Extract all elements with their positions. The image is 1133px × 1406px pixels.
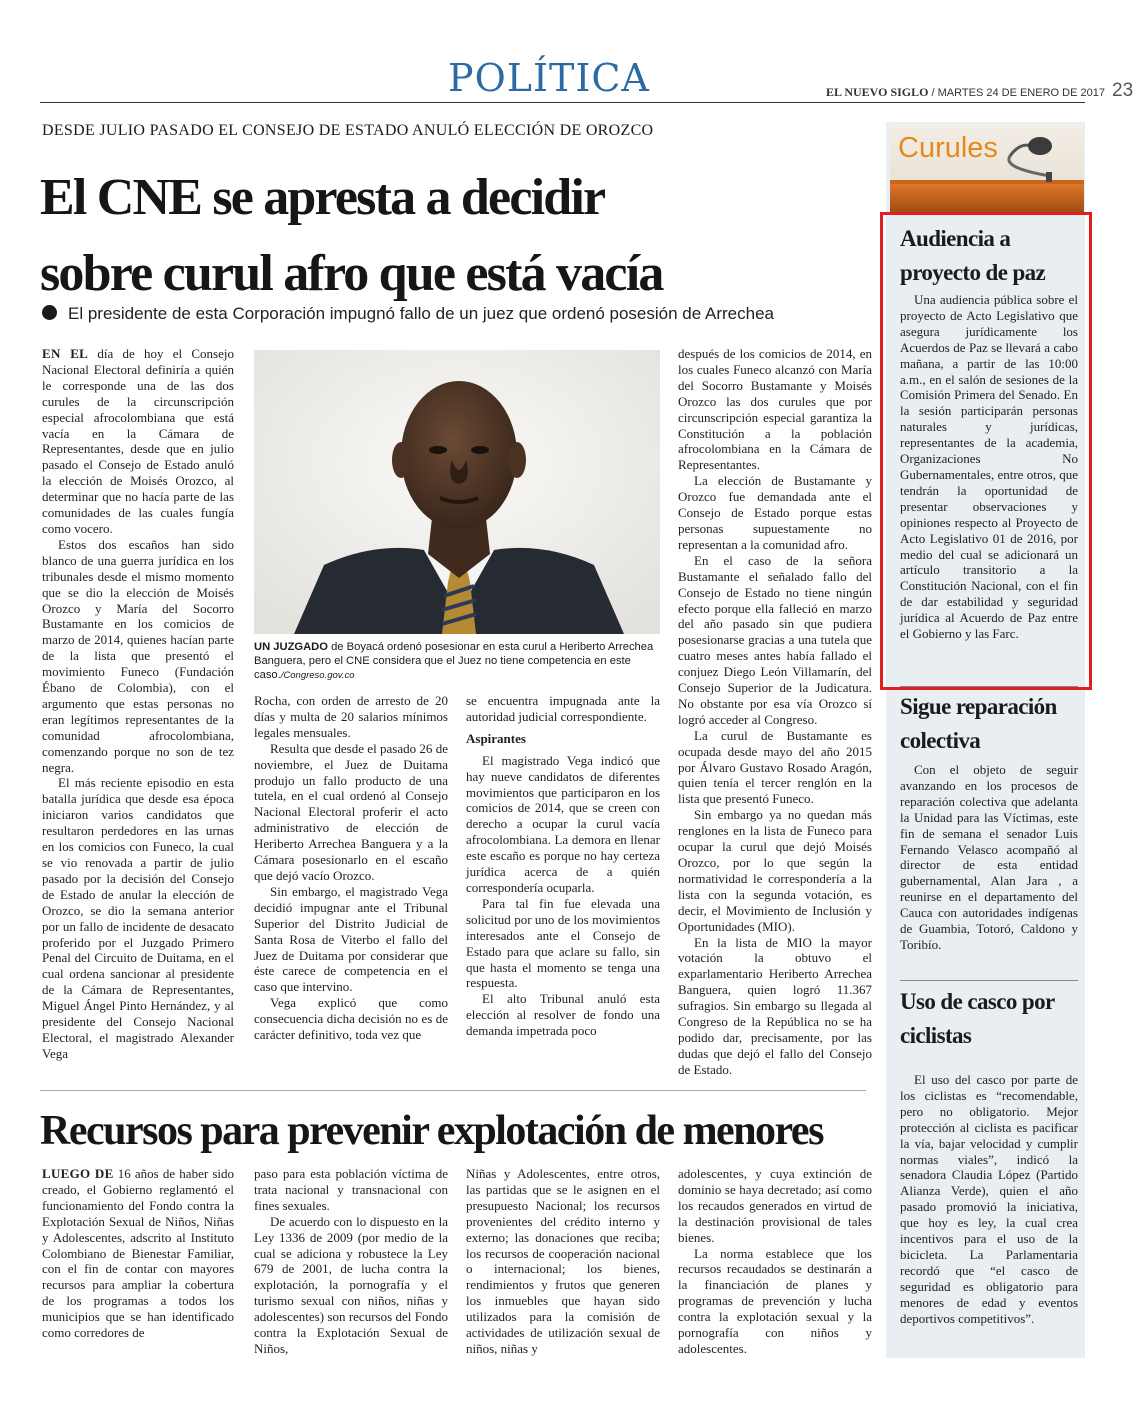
paragraph: La curul de Bustamante es ocupada desde mayo del año 2015 por Álvaro Gustavo Rosado Aragón, quien tenía el tercer renglón en la lista que presentó Funeco. <box>678 727 872 807</box>
article2-headline: Recursos para prevenir explotación de menores <box>40 1108 823 1154</box>
paragraph: se encuentra impugnada ante la autoridad judicial correspondiente. <box>466 693 660 724</box>
article-deck <box>42 304 872 324</box>
sidebar-label: Curules <box>898 132 998 164</box>
paragraph: Para tal fin fue elevada una solicitud por uno de los movimientos interesados ante el Consejo de Estado para que aclare su fallo, sin que hasta el momento se tenga una respuesta. <box>466 895 660 991</box>
paragraph: De acuerdo con lo dispuesto en la Ley 1336 de 2009 (por medio de la cual se adiciona y robustece la Ley 679 de 2001, de lucha contra la explotación, la pornografía y el turismo sexual con niños, niñas y adolescentes) son recursos del Fondo contra la Explotación Sexual de Niños, <box>254 1213 448 1356</box>
lead-in: EN EL <box>42 346 89 361</box>
paragraph: En el caso de la señora Bustamante el señalado fallo del Consejo de Estado no tiene ningún efecto porque ella falleció en marzo del año pasado sin que pudiera posesionarse gracias a una tutela que cuatro meses antes había fallado el conjuez Diego León Villamarín, del Consejo Superior de la Judicatura. No obstante por esa vía Orozco sí logró acceder al Congreso. <box>678 552 872 727</box>
paragraph: adolescentes, y cuya extinción de dominio se haya decretado; así como los recaudos generados en virtud de la destinación provisional de tales bienes. <box>678 1166 872 1245</box>
article-column-1 <box>42 346 234 1081</box>
article-kicker: DESDE JULIO PASADO EL CONSEJO DE ESTADO ANULÓ ELECCIÓN DE OROZCO <box>42 122 654 139</box>
sidebar-divider <box>900 980 1078 981</box>
article2-column-4 <box>678 1166 872 1358</box>
curules-banner <box>890 124 1084 212</box>
article-divider <box>40 1090 866 1091</box>
sidebar-item-3-body: El uso del casco por parte de los ciclistas es “recomendable, pero no obligatorio. Mejor protección al ciclista es pacificar la vía, bajar velocidad y cumplir normas viales”, indicó la senadora Claudia López (Partido Alianza Verde), quien el año pasado promovió la iniciativa, que hoy es ley, la cual crea incentivos para el uso de la bicicleta. La Parlamentaria recordó que “el casco de seguridad es obligatorio para menores de edad y eventos deportivos competitivos”. <box>900 1072 1078 1326</box>
sidebar-item-1-title: Audiencia a proyecto de paz <box>900 226 1046 285</box>
subhead: Aspirantes <box>466 730 526 746</box>
paragraph: El magistrado Vega indicó que hay nueve candidatos de diferentes movimientos que participaron en los comicios de 2014, que se creen con derecho a ocupar la curul vacía afrocolombiana. La demora en llenar este escaño es porque no hay certeza jurídica acerca de a quién correspondería ocuparla. <box>466 752 660 895</box>
paragraph: Sin embargo, el magistrado Vega decidió impugnar ante el Tribunal Superior del Distrito Judicial de Santa Rosa de Viterbo el fallo del Juez de Duitama por considerar que éste carece de competencia en el caso que intervino. <box>254 883 448 995</box>
paragraph: Estos dos escaños han sido blanco de una guerra jurídica en los tribunales desde el mismo momento que se dio la elección de Moisés Orozco y María del Socorro Bustamante en los comicios de marzo de 2014, quienes hacían parte de la lista que presentó el movimiento Funeco (Fundación Ébano de Colombia), con el argumento que estas personas no eran legítimos representantes de la comunidad afrocolombiana, comenzando porque no son de tez negra. <box>42 536 234 775</box>
article-column-4 <box>678 346 872 1081</box>
paragraph-text: 16 años de haber sido creado, el Gobierno reglamentó el funcionamiento del Fondo contra la Explotación Sexual de Niños, Niñas y Adolescentes, adscrito al Instituto Colombiano de Bienestar Familiar, con el fin de contar con mayores recursos para ampliar la cobertura de los programas a todos los municipios que se han identificado como corredores de <box>42 1166 234 1341</box>
photo-credit: /Congreso.gov.co <box>280 670 355 681</box>
article-headline <box>40 160 870 312</box>
paragraph: después de los comicios de 2014, en los cuales Funeco alcanzó con María del Socorro Bustamante y Moisés Orozco las dos curules que por circunscripción especial garantiza la Constitución a la población afrocolombiana en la Cámara de Representantes. <box>678 346 872 473</box>
deck-text: El presidente de esta Corporación impugnó fallo de un juez que ordenó posesión de Arrechea <box>68 304 774 323</box>
header-rule <box>40 102 1085 103</box>
lead-in: LUEGO DE <box>42 1166 114 1181</box>
article-column-2 <box>254 693 448 1081</box>
section-title: POLÍTICA <box>448 56 650 100</box>
masthead <box>826 80 1133 102</box>
headline-line-2: sobre curul afro que está vacía <box>40 245 663 302</box>
paragraph: El alto Tribunal anuló esta elección al resolver de fondo una demanda impetrada poco <box>466 991 660 1039</box>
paragraph <box>42 1166 234 1341</box>
sidebar-item-2-body: Con el objeto de seguir avanzando en los procesos de reparación colectiva que adelanta la Unidad para las Víctimas, este fin de semana el senador Luis Fernando Velasco acompañó al director de esta entidad gubernamental, Alan Jara , a reunirse en el departamento del Cauca con autoridades indígenas de Guambia, Totoró, Caldono y Toribío. <box>900 762 1078 952</box>
paragraph: Vega explicó que como consecuencia dicha decisión no es de carácter definitivo, toda vez que <box>254 995 448 1043</box>
issue-date: / MARTES 24 DE ENERO DE 2017 <box>931 87 1105 99</box>
paragraph <box>42 346 234 537</box>
sidebar-item-3-title: Uso de casco por ciclistas <box>900 989 1055 1048</box>
highlight-box <box>880 212 1092 690</box>
sidebar-item-2-title: Sigue reparación colectiva <box>900 694 1057 753</box>
caption-text: de Boyacá ordenó posesionar en esta curul a Heriberto Arrechea Banguera, pero el CNE considera que el Juez no tiene competencia en este caso. <box>254 641 654 681</box>
paragraph-text: día de hoy el Consejo Nacional Electoral definiría a quién le corresponde una de las dos curules de la circunscripción especial afrocolombiana que está vacía en la Cámara de Representantes, desde que en julio pasado el Consejo de Estado anuló la elección de Moisés Orozco, al determinar que no hacía parte de las comunidades de las cuales fungía como vocero. <box>42 346 234 536</box>
paragraph: paso para esta población víctima de trata nacional y transnacional con fines sexuales. <box>254 1166 448 1213</box>
newspaper-brand: EL NUEVO SIGLO <box>826 85 929 99</box>
headline-line-1: El CNE se apresta a decidir <box>40 169 605 226</box>
paragraph: En la lista de MIO la mayor votación la obtuvo el exparlamentario Heriberto Arrechea Banguera, quien logró 11.367 sufragios. Sin embargo su llegada al Congreso de la República no se ha podido dar, precisamente, por las dudas que dejó el fallo del Consejo de Estado. <box>678 934 872 1077</box>
photo-caption <box>254 640 664 683</box>
paragraph: La elección de Bustamante y Orozco fue demandada ante el Consejo de Estado porque estas personas supuestamente no representan a la comunidad afro. <box>678 473 872 552</box>
article-photo <box>254 350 660 634</box>
paragraph: Niñas y Adolescentes, entre otros, las partidas que se le asignen en el presupuesto Nacional; los recursos provenientes del crédito interno y externo; las donaciones que reciba; los recursos de cooperación nacional o internacional; los bienes, rendimientos y frutos que generen los inmuebles que hayan sido utilizados para la comisión de actividades de utilización sexual de niños, niñas y <box>466 1166 660 1356</box>
article2-column-3 <box>466 1166 660 1358</box>
bullet-icon <box>42 305 57 320</box>
paragraph: La norma establece que los recursos recaudados se destinarán a la financiación de planes y programas de prevención y lucha contra la explotación sexual y la pornografía con niños y adolescentes. <box>678 1245 872 1356</box>
paragraph: Rocha, con orden de arresto de 20 días y multa de 20 salarios mínimos legales mensuales. <box>254 693 448 740</box>
sidebar-item-1-body: Una audiencia pública sobre el proyecto de Acto Legislativo que asegura jurídicamente los Acuerdos de Paz se llevará a cabo mañana, a partir de las 10:00 a.m., en el salón de sesiones de la Comisión Primera del Senado. En la sesión participarán personas naturales y jurídicas, representantes de la academia, Organizaciones No Gubernamentales, entre otros, que tendrán la oportunidad de presentar observaciones y opiniones respecto al Proyecto de Acto Legislativo 01 de 2016, por medio del cual se adicionará un artículo transitorio a la Constitución Nacional, con el fin de dar estabilidad y seguridad jurídica al Acuerdo de Paz entre el Gobierno y las Farc. <box>900 292 1078 642</box>
paragraph: Resulta que desde el pasado 26 de noviembre, el Juez de Duitama produjo un fallo producto de una tutela, en el cual ordenó al Consejo Nacional Electoral proferir el acto administrativo de elección de Heriberto Arrechea Banguera y a la Cámara posesionarlo en el escaño que dejó vacío Orozco. <box>254 740 448 883</box>
page-number: 23 <box>1112 80 1133 101</box>
portrait-image <box>254 350 660 634</box>
caption-lead: UN JUZGADO <box>254 641 328 653</box>
paragraph: Sin embargo ya no quedan más renglones en la lista de Funeco para ocupar la curul que dejó Moisés Orozco, por lo que según la normatividad le correspondería a la lista con la segunda votación, es decir, el Movimiento de Inclusión y Oportunidades (MIO). <box>678 807 872 934</box>
article-column-3 <box>466 693 660 1081</box>
article2-column-2 <box>254 1166 448 1358</box>
article2-column-1 <box>42 1166 234 1358</box>
paragraph: El más reciente episodio en esta batalla jurídica que desde esa época iniciaron varios candidatos que resultaron perdedores en las urnas en los comicios con Funeco, la cual se vio renovada a partir de julio pasado por la decisión del Consejo de Estado de anular la elección de Orozco, se dio la semana anterior por un fallo de incidente de desacato proferido por el Juzgado Primero Penal del Circuito de Duitama, en el cual ordena sancionar al presidente de la Cámara de Representantes, Miguel Ángel Pinto Hernández, y al presidente del Consejo Nacional Electoral, el magistrado Alexander Vega <box>42 775 234 1061</box>
